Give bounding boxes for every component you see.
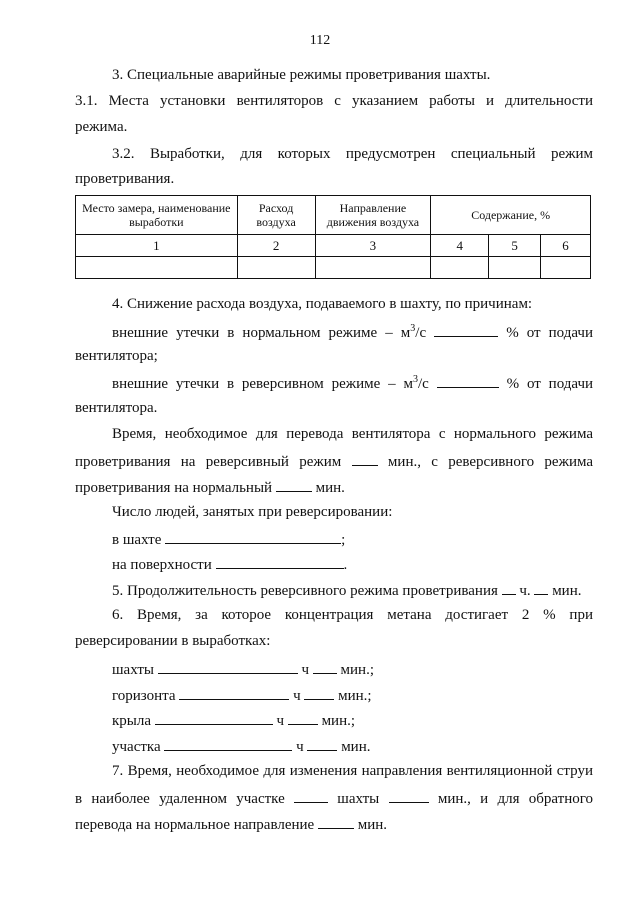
return-minutes-blank[interactable] xyxy=(318,814,354,829)
section-3-1-line1: 3.1. Места установки вентиляторов с указанием работы и длительности xyxy=(75,93,593,109)
table-header-direction: Направление движения воздуха xyxy=(315,196,431,235)
section-5-line: 5. Продолжительность реверсивного режима проветривания ч. мин. xyxy=(112,580,581,600)
methane-horizon-minutes-blank[interactable] xyxy=(304,685,334,700)
table-number-row xyxy=(76,235,591,257)
table-cell-number: 3 xyxy=(315,235,431,257)
table-cell-empty[interactable] xyxy=(315,257,431,279)
leak-reverse-blank[interactable] xyxy=(437,373,499,388)
duration-hours-blank[interactable] xyxy=(502,580,516,595)
table-cell-empty[interactable] xyxy=(541,257,591,279)
reversal-time-line2: проветривания на реверсивный режим мин., с реверсивного режима xyxy=(75,451,593,471)
methane-horizon-hours-blank[interactable] xyxy=(179,685,289,700)
people-title: Число людей, занятых при реверсировании: xyxy=(112,504,393,520)
methane-section-minutes-blank[interactable] xyxy=(307,736,337,751)
table-header-row xyxy=(76,196,591,235)
section-3-2-line1: 3.2. Выработки, для которых предусмотрен специальный режим xyxy=(112,146,593,162)
methane-mine-minutes-blank[interactable] xyxy=(313,659,337,674)
people-surface-blank[interactable] xyxy=(216,554,344,569)
people-mine-line: в шахте ; xyxy=(112,529,345,549)
table-cell-empty[interactable] xyxy=(76,257,238,279)
table-cell-number: 5 xyxy=(489,235,541,257)
leak-normal-blank[interactable] xyxy=(434,322,498,337)
methane-item-mine: шахты ч мин.; xyxy=(112,659,374,679)
reversal-time-line3: проветривания на нормальный мин. xyxy=(75,477,345,497)
table-cell-empty[interactable] xyxy=(489,257,541,279)
section-7-line3: перевода на нормальное направление мин. xyxy=(75,814,387,834)
table-header-location: Место замера, наименование выработки xyxy=(76,196,238,235)
methane-wing-minutes-blank[interactable] xyxy=(288,710,318,725)
leak-reverse-suffix: % от подачи xyxy=(506,376,594,392)
methane-item-section: участка ч мин. xyxy=(112,736,370,756)
section-7-line2: в наиболее удаленном участке шахты мин., и для обратного xyxy=(75,788,593,808)
section-3-1-line2: режима. xyxy=(75,119,128,135)
methane-item-wing: крыла ч мин.; xyxy=(112,710,355,730)
table-cell-number: 1 xyxy=(76,235,238,257)
normal-minutes-blank[interactable] xyxy=(276,477,312,492)
table-cell-number: 2 xyxy=(237,235,315,257)
leak-reverse-unit: $м^3/с$ xyxy=(403,374,429,392)
measurement-table xyxy=(75,195,591,279)
reversal-minutes-blank[interactable] xyxy=(352,451,378,466)
table-cell-empty[interactable] xyxy=(237,257,315,279)
section-4-title: 4. Снижение расхода воздуха, подаваемого в шахту, по причинам: xyxy=(112,296,533,312)
duration-minutes-blank[interactable] xyxy=(534,580,548,595)
leak-reverse-prefix: внешние утечки в реверсивном режиме – xyxy=(112,376,396,392)
table-header-airflow: Расход воздуха xyxy=(237,196,315,235)
section-3-2-line2: проветривания. xyxy=(75,171,175,187)
people-surface-line: на поверхности . xyxy=(112,554,347,574)
people-mine-blank[interactable] xyxy=(165,529,341,544)
leak-reverse-line xyxy=(112,373,593,393)
remote-mine-minutes-blank[interactable] xyxy=(389,788,429,803)
methane-item-horizon: горизонта ч мин.; xyxy=(112,685,372,705)
leak-normal-line xyxy=(112,322,593,342)
section-7-line1: 7. Время, необходимое для изменения направления вентиляционной струи xyxy=(112,763,593,779)
table-header-content: Содержание, % xyxy=(431,196,591,235)
section-3-title: 3. Специальные аварийные режимы проветривания шахты. xyxy=(112,67,491,83)
leak-normal-prefix: внешние утечки в нормальном режиме – xyxy=(112,325,393,341)
methane-section-hours-blank[interactable] xyxy=(164,736,292,751)
section-6-line2: реверсировании в выработках: xyxy=(75,633,271,649)
leak-reverse-cont: вентилятора. xyxy=(75,400,158,416)
table-cell-empty[interactable] xyxy=(431,257,489,279)
methane-wing-hours-blank[interactable] xyxy=(155,710,273,725)
section-6-line1: 6. Время, за которое концентрация метана достигает 2 % при xyxy=(112,607,593,623)
leak-normal-cont: вентилятора; xyxy=(75,348,158,364)
reversal-time-line1: Время, необходимое для перевода вентилятора с нормального режима xyxy=(112,426,593,442)
remote-section-blank[interactable] xyxy=(294,788,328,803)
table-empty-row xyxy=(76,257,591,279)
page-number: 112 xyxy=(309,33,331,48)
methane-mine-hours-blank[interactable] xyxy=(158,659,298,674)
table-cell-number: 4 xyxy=(431,235,489,257)
leak-normal-suffix: % от подачи xyxy=(506,325,594,341)
table-cell-number: 6 xyxy=(541,235,591,257)
leak-normal-unit: $м^3/с$ xyxy=(400,323,427,341)
